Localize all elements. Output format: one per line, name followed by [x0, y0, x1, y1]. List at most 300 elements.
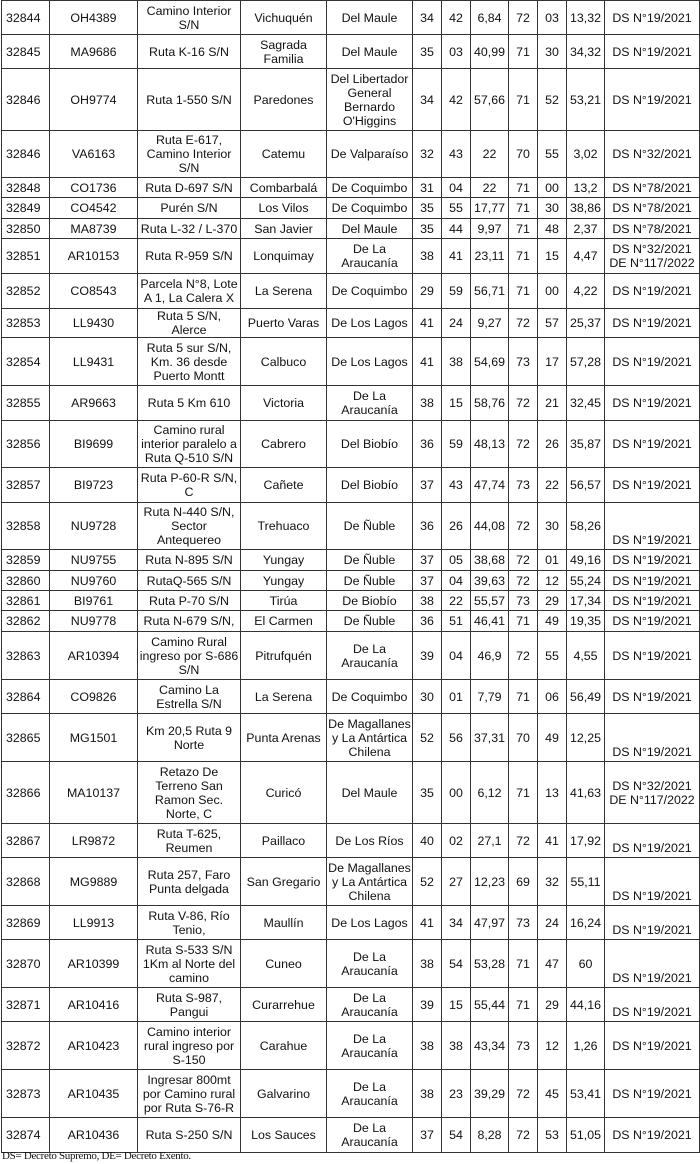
cell-code: VA6163 — [50, 131, 138, 178]
cell-lon-sec: 32,45 — [567, 386, 605, 421]
cell-id: 32846 — [2, 69, 50, 131]
cell-lat-min: 34 — [442, 906, 471, 940]
cell-lat-min: 22 — [442, 591, 471, 611]
cell-commune: Yungay — [241, 571, 327, 591]
cell-lon-deg: 71 — [509, 219, 538, 239]
cell-id: 32845 — [2, 35, 50, 69]
cell-lon-min: 52 — [538, 69, 567, 131]
cell-lon-deg: 73 — [509, 591, 538, 611]
cell-lat-min: 42 — [442, 1, 471, 35]
cell-address: Km 20,5 Ruta 9 Norte — [138, 714, 241, 762]
cell-lat-sec: 38,68 — [471, 550, 509, 571]
table-row — [2, 503, 700, 550]
cell-lat-sec: 9,27 — [471, 309, 509, 338]
cell-region: De La Araucanía — [327, 1022, 413, 1070]
cell-address: Ruta N-440 S/N, Sector Antequereo — [138, 503, 241, 550]
cell-lon-sec: 17,34 — [567, 591, 605, 611]
cell-lat-sec: 23,11 — [471, 239, 509, 274]
cell-address: Parcela N°8, Lote A 1, La Calera X — [138, 274, 241, 309]
cell-region: De Coquimbo — [327, 274, 413, 309]
cell-lat-sec: 40,99 — [471, 35, 509, 69]
cell-code: AR10435 — [50, 1070, 138, 1118]
table-row — [2, 1118, 700, 1153]
cell-lon-sec: 2,37 — [567, 219, 605, 239]
cell-address: Ruta P-60-R S/N, C — [138, 468, 241, 503]
cell-lat-deg: 37 — [413, 550, 442, 571]
cell-lat-min: 44 — [442, 219, 471, 239]
table-row — [2, 178, 700, 198]
cell-commune: Maullín — [241, 906, 327, 940]
cell-code: CO4542 — [50, 198, 138, 219]
cell-commune: Curicó — [241, 762, 327, 824]
cell-lat-sec: 27,1 — [471, 824, 509, 858]
cell-address: Ruta N-679 S/N, — [138, 611, 241, 632]
cell-lon-sec: 12,25 — [567, 714, 605, 762]
cell-lon-min: 47 — [538, 940, 567, 988]
cell-lon-deg: 71 — [509, 988, 538, 1022]
cell-lat-deg: 52 — [413, 858, 442, 906]
cell-lat-sec: 39,29 — [471, 1070, 509, 1118]
cell-lat-min: 43 — [442, 131, 471, 178]
table-row — [2, 1022, 700, 1070]
cell-commune: Carahue — [241, 1022, 327, 1070]
cell-lon-sec: 34,32 — [567, 35, 605, 69]
cell-decree: DS N°19/2021 — [605, 714, 700, 762]
cell-lon-sec: 44,16 — [567, 988, 605, 1022]
cell-lon-deg: 70 — [509, 131, 538, 178]
cell-address: Ruta 1-550 S/N — [138, 69, 241, 131]
cell-region: De Ñuble — [327, 550, 413, 571]
cell-code: LL9430 — [50, 309, 138, 338]
cell-lon-sec: 38,86 — [567, 198, 605, 219]
cell-lat-deg: 34 — [413, 69, 442, 131]
table-row — [2, 309, 700, 338]
cell-lat-min: 54 — [442, 1118, 471, 1153]
cell-id: 32856 — [2, 421, 50, 468]
table-row — [2, 239, 700, 274]
cell-address: Ruta S-250 S/N — [138, 1118, 241, 1153]
cell-decree: DS N°19/2021 — [605, 611, 700, 632]
cell-id: 32860 — [2, 571, 50, 591]
cell-region: De Biobío — [327, 591, 413, 611]
table-row — [2, 1070, 700, 1118]
table-row — [2, 386, 700, 421]
table-row — [2, 35, 700, 69]
cell-lat-deg: 41 — [413, 309, 442, 338]
cell-region: De Los Lagos — [327, 338, 413, 386]
cell-region: De Magallanes y La Antártica Chilena — [327, 714, 413, 762]
table-row — [2, 131, 700, 178]
cell-lon-deg: 71 — [509, 680, 538, 714]
cell-address: Ingresar 800mt por Camino rural por Ruta S-76-R — [138, 1070, 241, 1118]
cell-lat-sec: 17,77 — [471, 198, 509, 219]
cell-decree: DS N°19/2021 — [605, 386, 700, 421]
cell-lon-deg: 72 — [509, 571, 538, 591]
cell-lon-sec: 51,05 — [567, 1118, 605, 1153]
cell-region: De Coquimbo — [327, 198, 413, 219]
cell-decree: DS N°78/2021 — [605, 219, 700, 239]
table-row — [2, 468, 700, 503]
cell-lat-deg: 35 — [413, 762, 442, 824]
cell-decree: DS N°19/2021 — [605, 1022, 700, 1070]
cell-code: LL9913 — [50, 906, 138, 940]
cell-id: 32870 — [2, 940, 50, 988]
cell-commune: Calbuco — [241, 338, 327, 386]
cell-decree: DS N°19/2021 — [605, 274, 700, 309]
cell-lat-sec: 43,34 — [471, 1022, 509, 1070]
cell-lon-deg: 71 — [509, 940, 538, 988]
cell-lon-deg: 71 — [509, 69, 538, 131]
cell-commune: Tirúa — [241, 591, 327, 611]
cell-lon-min: 49 — [538, 611, 567, 632]
cell-commune: Cañete — [241, 468, 327, 503]
cell-lat-sec: 6,12 — [471, 762, 509, 824]
table-row — [2, 571, 700, 591]
cell-id: 32869 — [2, 906, 50, 940]
cell-decree: DS N°19/2021 — [605, 940, 700, 988]
cell-lon-deg: 73 — [509, 468, 538, 503]
cell-address: Ruta 5 S/N, Alerce — [138, 309, 241, 338]
cell-lat-deg: 38 — [413, 1070, 442, 1118]
data-table — [1, 0, 700, 1153]
cell-id: 32853 — [2, 309, 50, 338]
cell-commune: La Serena — [241, 274, 327, 309]
cell-id: 32846 — [2, 131, 50, 178]
cell-lon-min: 53 — [538, 1118, 567, 1153]
footnote: DS= Decreto Supremo, DE= Decreto Exento. — [2, 1150, 191, 1162]
cell-lat-sec: 58,76 — [471, 386, 509, 421]
cell-region: De Coquimbo — [327, 178, 413, 198]
table-row — [2, 198, 700, 219]
cell-lat-deg: 36 — [413, 421, 442, 468]
cell-region: De Los Lagos — [327, 906, 413, 940]
cell-lat-min: 55 — [442, 198, 471, 219]
cell-lon-min: 00 — [538, 178, 567, 198]
cell-lat-deg: 41 — [413, 906, 442, 940]
cell-lon-min: 13 — [538, 762, 567, 824]
cell-decree: DS N°19/2021 — [605, 571, 700, 591]
cell-region: De Ñuble — [327, 503, 413, 550]
cell-id: 32873 — [2, 1070, 50, 1118]
cell-lon-deg: 71 — [509, 178, 538, 198]
table-row — [2, 274, 700, 309]
cell-lon-sec: 56,57 — [567, 468, 605, 503]
cell-region: De Los Ríos — [327, 824, 413, 858]
cell-id: 32863 — [2, 632, 50, 680]
cell-lon-sec: 53,21 — [567, 69, 605, 131]
cell-region: De Coquimbo — [327, 680, 413, 714]
cell-lon-min: 22 — [538, 468, 567, 503]
cell-address: Camino Rural ingreso por S-686 S/N — [138, 632, 241, 680]
cell-lat-min: 43 — [442, 468, 471, 503]
cell-lat-min: 24 — [442, 309, 471, 338]
cell-decree: DS N°32/2021 — [605, 131, 700, 178]
cell-lon-sec: 60 — [567, 940, 605, 988]
cell-decree: DS N°19/2021 — [605, 680, 700, 714]
cell-lon-deg: 72 — [509, 1, 538, 35]
cell-commune: Sagrada Familia — [241, 35, 327, 69]
table-row — [2, 421, 700, 468]
cell-decree: DS N°32/2021 DE N°117/2022 — [605, 762, 700, 824]
cell-commune: Punta Arenas — [241, 714, 327, 762]
table-row — [2, 762, 700, 824]
cell-lat-sec: 37,31 — [471, 714, 509, 762]
cell-code: BI9723 — [50, 468, 138, 503]
cell-id: 32864 — [2, 680, 50, 714]
table-row — [2, 611, 700, 632]
cell-code: BI9699 — [50, 421, 138, 468]
table-row — [2, 550, 700, 571]
cell-lat-deg: 29 — [413, 274, 442, 309]
cell-code: AR10153 — [50, 239, 138, 274]
cell-lat-min: 02 — [442, 824, 471, 858]
cell-decree: DS N°19/2021 — [605, 591, 700, 611]
cell-code: OH4389 — [50, 1, 138, 35]
cell-lat-sec: 12,23 — [471, 858, 509, 906]
cell-decree: DS N°19/2021 — [605, 1118, 700, 1153]
cell-region: De La Araucanía — [327, 1070, 413, 1118]
cell-lon-deg: 72 — [509, 1118, 538, 1153]
cell-lon-sec: 4,22 — [567, 274, 605, 309]
cell-lat-deg: 37 — [413, 468, 442, 503]
cell-address: Ruta N-895 S/N — [138, 550, 241, 571]
cell-lon-sec: 13,32 — [567, 1, 605, 35]
cell-decree: DS N°78/2021 — [605, 178, 700, 198]
cell-commune: San Gregario — [241, 858, 327, 906]
cell-code: MA8739 — [50, 219, 138, 239]
cell-lat-min: 15 — [442, 386, 471, 421]
cell-lat-min: 56 — [442, 714, 471, 762]
cell-lat-deg: 36 — [413, 503, 442, 550]
cell-lon-min: 48 — [538, 219, 567, 239]
cell-lon-min: 57 — [538, 309, 567, 338]
cell-decree: DS N°19/2021 — [605, 1070, 700, 1118]
cell-id: 32851 — [2, 239, 50, 274]
cell-commune: Los Sauces — [241, 1118, 327, 1153]
cell-lon-deg: 72 — [509, 550, 538, 571]
cell-code: NU9728 — [50, 503, 138, 550]
cell-lat-min: 01 — [442, 680, 471, 714]
cell-code: NU9760 — [50, 571, 138, 591]
cell-decree: DS N°19/2021 — [605, 1, 700, 35]
cell-lat-deg: 38 — [413, 940, 442, 988]
cell-region: De Ñuble — [327, 571, 413, 591]
cell-id: 32872 — [2, 1022, 50, 1070]
cell-lat-sec: 56,71 — [471, 274, 509, 309]
cell-lon-min: 30 — [538, 35, 567, 69]
cell-lat-sec: 48,13 — [471, 421, 509, 468]
cell-lat-sec: 47,97 — [471, 906, 509, 940]
cell-lat-min: 03 — [442, 35, 471, 69]
cell-address: Ruta S-987, Pangui — [138, 988, 241, 1022]
cell-lat-sec: 9,97 — [471, 219, 509, 239]
cell-lat-sec: 57,66 — [471, 69, 509, 131]
cell-lat-deg: 35 — [413, 219, 442, 239]
cell-lon-sec: 55,24 — [567, 571, 605, 591]
cell-lon-deg: 72 — [509, 632, 538, 680]
cell-address: RutaQ-565 S/N — [138, 571, 241, 591]
cell-code: OH9774 — [50, 69, 138, 131]
cell-id: 32871 — [2, 988, 50, 1022]
cell-decree: DS N°19/2021 — [605, 550, 700, 571]
cell-code: BI9761 — [50, 591, 138, 611]
cell-lon-min: 12 — [538, 1022, 567, 1070]
cell-lon-sec: 58,26 — [567, 503, 605, 550]
cell-lon-sec: 41,63 — [567, 762, 605, 824]
table-row — [2, 632, 700, 680]
cell-code: CO1736 — [50, 178, 138, 198]
cell-lat-sec: 47,74 — [471, 468, 509, 503]
cell-decree: DS N°19/2021 — [605, 468, 700, 503]
cell-lon-sec: 25,37 — [567, 309, 605, 338]
cell-lon-min: 12 — [538, 571, 567, 591]
cell-address: Ruta L-32 / L-370 — [138, 219, 241, 239]
cell-lon-min: 30 — [538, 503, 567, 550]
cell-lon-min: 55 — [538, 632, 567, 680]
cell-decree: DS N°19/2021 — [605, 632, 700, 680]
table-row — [2, 680, 700, 714]
cell-lon-min: 41 — [538, 824, 567, 858]
cell-lon-min: 45 — [538, 1070, 567, 1118]
cell-address: Purén S/N — [138, 198, 241, 219]
cell-lat-min: 00 — [442, 762, 471, 824]
cell-lat-deg: 41 — [413, 338, 442, 386]
cell-lon-sec: 4,47 — [567, 239, 605, 274]
cell-id: 32857 — [2, 468, 50, 503]
cell-lat-min: 38 — [442, 338, 471, 386]
cell-lon-min: 30 — [538, 198, 567, 219]
cell-code: CO8543 — [50, 274, 138, 309]
cell-decree: DS N°19/2021 — [605, 858, 700, 906]
cell-lon-min: 49 — [538, 714, 567, 762]
cell-code: AR10423 — [50, 1022, 138, 1070]
cell-lon-min: 29 — [538, 988, 567, 1022]
cell-commune: Los Vilos — [241, 198, 327, 219]
cell-region: Del Maule — [327, 35, 413, 69]
cell-id: 32868 — [2, 858, 50, 906]
cell-region: Del Maule — [327, 1, 413, 35]
cell-commune: La Serena — [241, 680, 327, 714]
cell-lon-deg: 73 — [509, 1022, 538, 1070]
cell-lat-sec: 46,41 — [471, 611, 509, 632]
cell-lon-deg: 73 — [509, 338, 538, 386]
cell-id: 32849 — [2, 198, 50, 219]
cell-decree: DS N°19/2021 — [605, 69, 700, 131]
cell-lat-deg: 38 — [413, 1022, 442, 1070]
table-body — [2, 1, 700, 1153]
cell-code: AR10416 — [50, 988, 138, 1022]
cell-lon-deg: 72 — [509, 503, 538, 550]
cell-commune: Yungay — [241, 550, 327, 571]
table-row — [2, 69, 700, 131]
cell-lon-min: 26 — [538, 421, 567, 468]
cell-lat-min: 05 — [442, 550, 471, 571]
cell-lon-min: 17 — [538, 338, 567, 386]
cell-decree: DS N°19/2021 — [605, 503, 700, 550]
cell-lat-deg: 32 — [413, 131, 442, 178]
cell-commune: Vichuquén — [241, 1, 327, 35]
cell-lat-min: 38 — [442, 1022, 471, 1070]
cell-lon-sec: 35,87 — [567, 421, 605, 468]
cell-id: 32848 — [2, 178, 50, 198]
cell-decree: DS N°19/2021 — [605, 988, 700, 1022]
cell-lat-sec: 8,28 — [471, 1118, 509, 1153]
cell-lat-sec: 54,69 — [471, 338, 509, 386]
cell-address: Ruta E-617, Camino Interior S/N — [138, 131, 241, 178]
cell-lat-deg: 38 — [413, 591, 442, 611]
cell-id: 32866 — [2, 762, 50, 824]
cell-id: 32850 — [2, 219, 50, 239]
cell-lon-deg: 73 — [509, 906, 538, 940]
cell-code: LL9431 — [50, 338, 138, 386]
table-row — [2, 940, 700, 988]
cell-id: 32852 — [2, 274, 50, 309]
cell-lon-deg: 72 — [509, 824, 538, 858]
cell-id: 32858 — [2, 503, 50, 550]
cell-address: Retazo De Terreno San Ramon Sec. Norte, C — [138, 762, 241, 824]
cell-lat-min: 51 — [442, 611, 471, 632]
cell-lon-deg: 71 — [509, 239, 538, 274]
cell-lon-min: 21 — [538, 386, 567, 421]
cell-region: De Valparaíso — [327, 131, 413, 178]
cell-lon-sec: 53,41 — [567, 1070, 605, 1118]
cell-commune: Puerto Varas — [241, 309, 327, 338]
cell-code: MA10137 — [50, 762, 138, 824]
cell-commune: Trehuaco — [241, 503, 327, 550]
cell-lat-min: 41 — [442, 239, 471, 274]
cell-lon-min: 00 — [538, 274, 567, 309]
cell-code: MG9889 — [50, 858, 138, 906]
cell-lat-sec: 53,28 — [471, 940, 509, 988]
cell-lat-deg: 36 — [413, 611, 442, 632]
cell-lon-min: 01 — [538, 550, 567, 571]
cell-lat-deg: 35 — [413, 198, 442, 219]
cell-lon-deg: 72 — [509, 386, 538, 421]
cell-lat-min: 04 — [442, 571, 471, 591]
cell-id: 32861 — [2, 591, 50, 611]
cell-id: 32844 — [2, 1, 50, 35]
cell-address: Camino interior rural ingreso por S-150 — [138, 1022, 241, 1070]
table-row — [2, 219, 700, 239]
cell-lat-deg: 39 — [413, 988, 442, 1022]
cell-region: Del Biobío — [327, 468, 413, 503]
cell-lat-deg: 35 — [413, 35, 442, 69]
cell-id: 32865 — [2, 714, 50, 762]
cell-address: Ruta S-533 S/N 1Km al Norte del camino — [138, 940, 241, 988]
cell-lon-sec: 57,28 — [567, 338, 605, 386]
cell-region: Del Maule — [327, 219, 413, 239]
cell-address: Ruta P-70 S/N — [138, 591, 241, 611]
cell-address: Ruta 5 Km 610 — [138, 386, 241, 421]
cell-code: LR9872 — [50, 824, 138, 858]
cell-region: De Los Lagos — [327, 309, 413, 338]
cell-lon-sec: 55,11 — [567, 858, 605, 906]
table-row — [2, 858, 700, 906]
cell-code: MG1501 — [50, 714, 138, 762]
cell-commune: Pitrufquén — [241, 632, 327, 680]
cell-decree: DS N°19/2021 — [605, 309, 700, 338]
cell-lon-min: 24 — [538, 906, 567, 940]
cell-region: De La Araucanía — [327, 632, 413, 680]
cell-address: Camino rural interior paralelo a Ruta Q-510 S/N — [138, 421, 241, 468]
cell-lat-min: 15 — [442, 988, 471, 1022]
cell-lon-deg: 71 — [509, 198, 538, 219]
table-row — [2, 338, 700, 386]
cell-lon-min: 29 — [538, 591, 567, 611]
cell-code: NU9778 — [50, 611, 138, 632]
cell-lon-deg: 71 — [509, 35, 538, 69]
cell-lat-sec: 6,84 — [471, 1, 509, 35]
